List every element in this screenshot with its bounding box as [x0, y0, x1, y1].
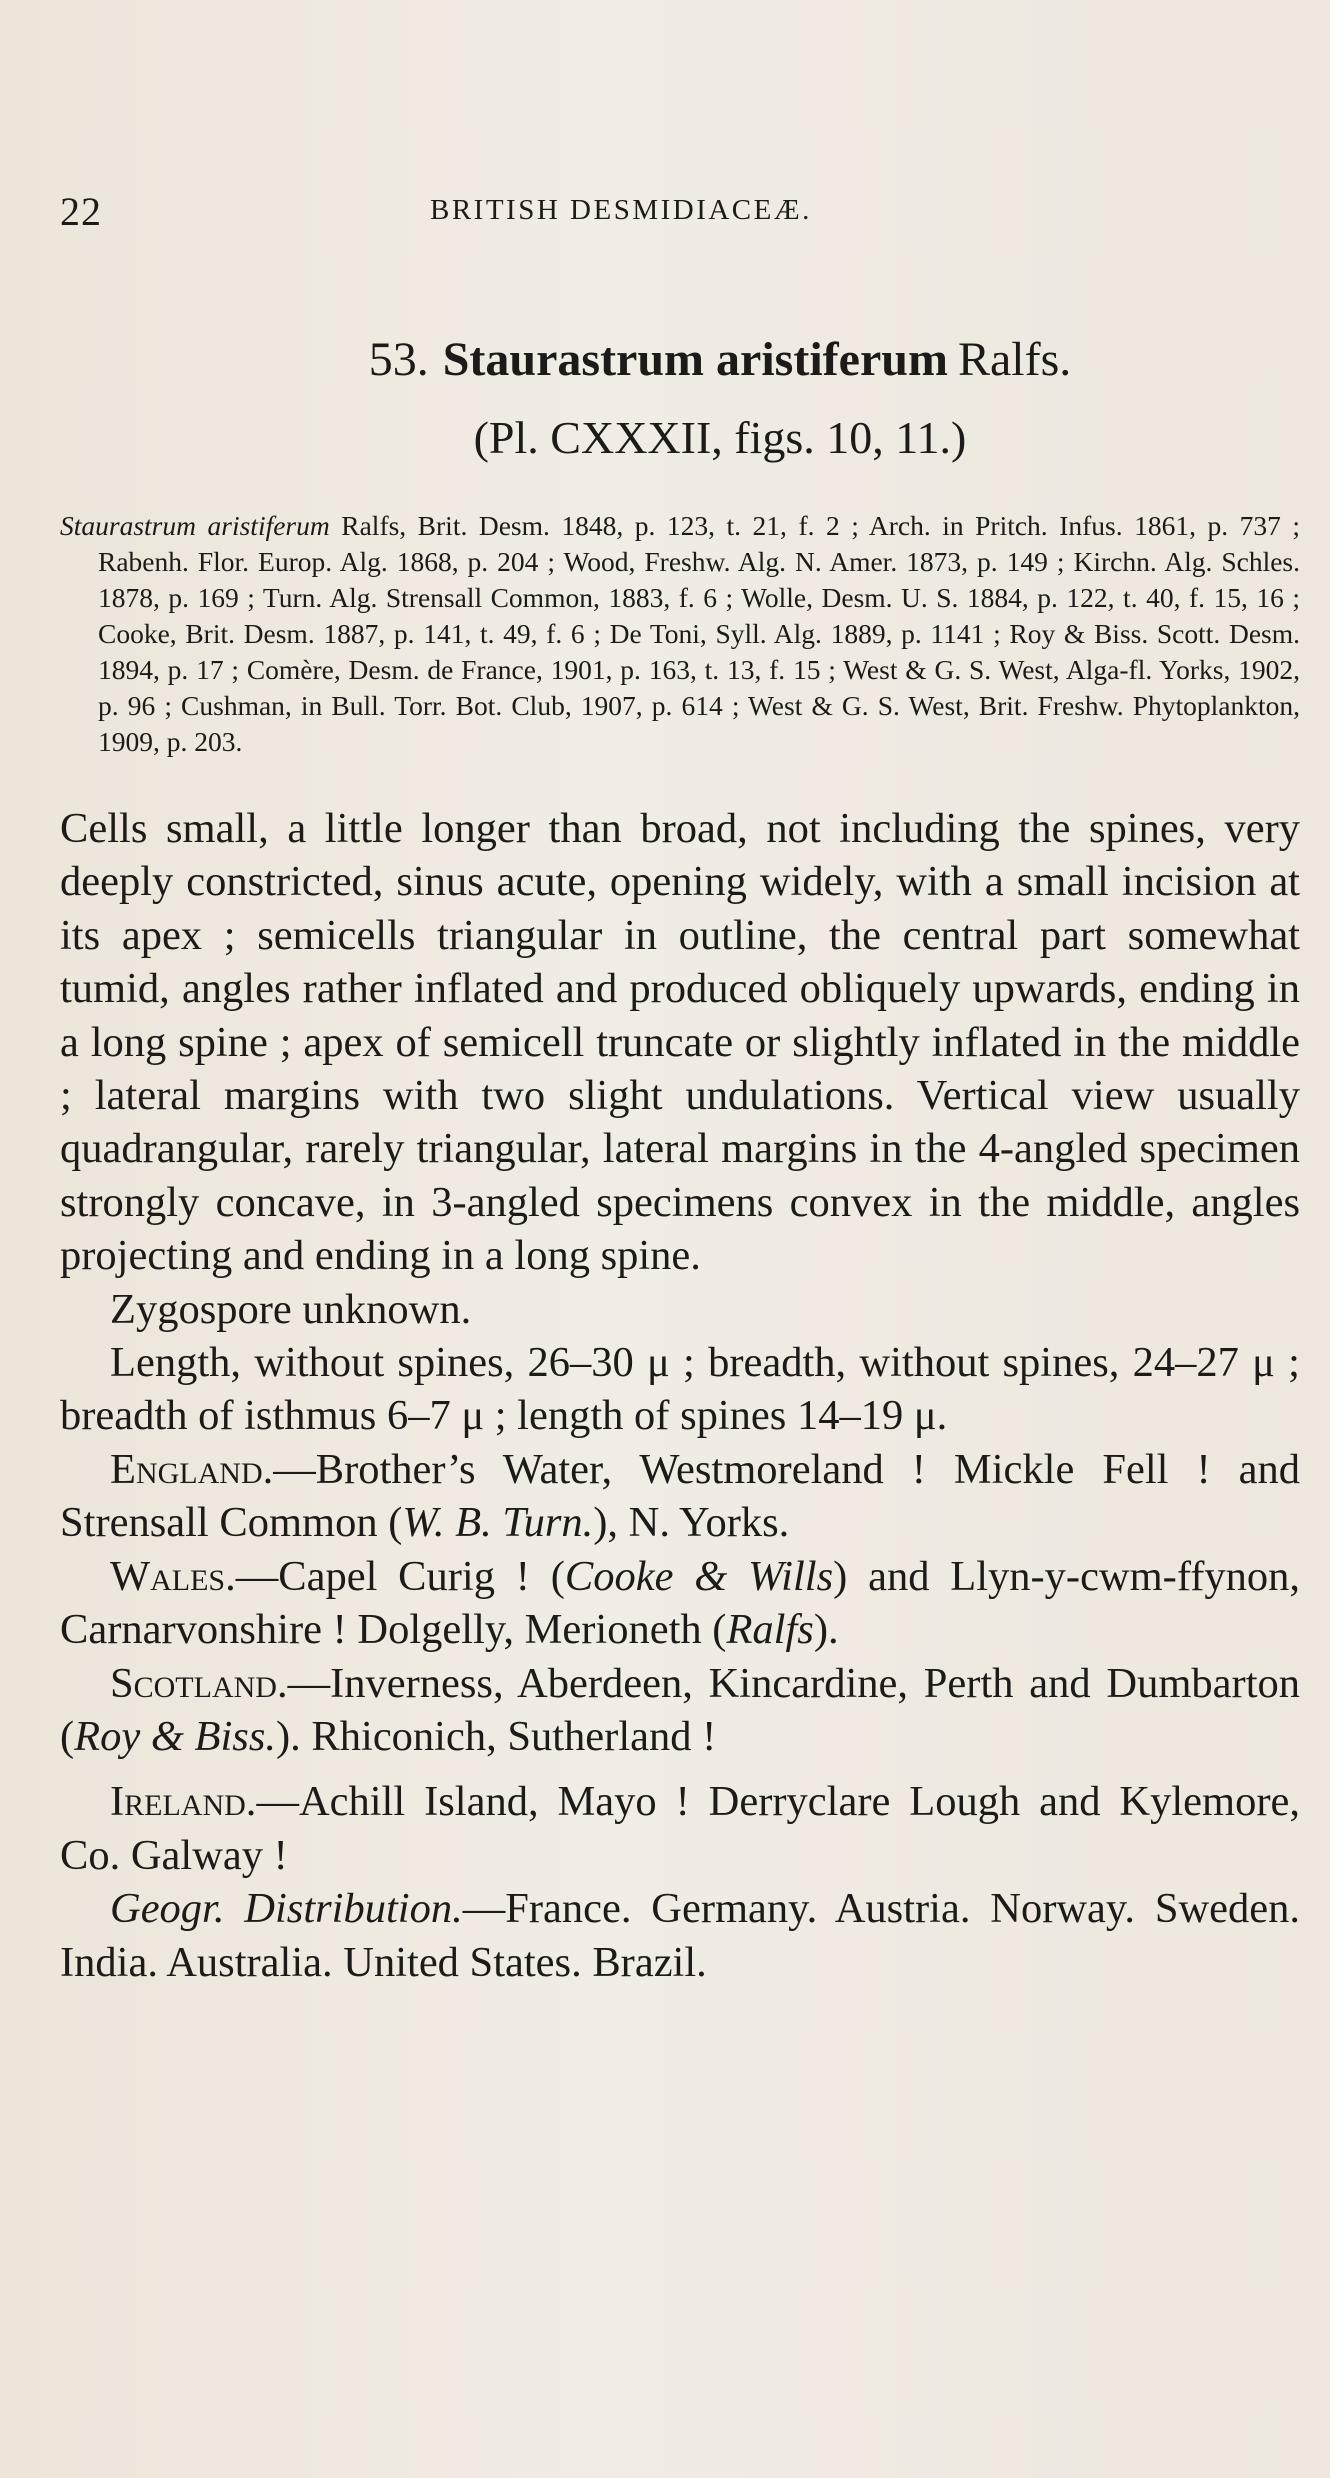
ireland-records: Ireland.—Achill Island, Mayo ! Derryclare Lough and Kylemore, Co. Galway ! [60, 1778, 1300, 1879]
scotland-label: Scotland. [110, 1659, 288, 1707]
species-heading [60, 330, 1300, 390]
scotland-collector: Roy & Biss. [74, 1712, 277, 1760]
running-head [60, 188, 1300, 248]
geographic-distribution: Geogr. Distribution.—France. Germany. Austria. Norway. Sweden. India. Australia. United States. Brazil. [60, 1885, 1301, 1986]
england-collector: W. B. Turn. [402, 1499, 594, 1547]
ireland-label: Ireland. [110, 1778, 257, 1826]
england-records: England.—Brother’s Water, Westmoreland ! Mickle Fell ! and Strensall Common (W. B. Turn.), N. Yorks. [60, 1445, 1300, 1547]
synonymy-block [60, 508, 1300, 760]
paragraph-gap [60, 1763, 1300, 1775]
zygospore-note: Zygospore unknown. [110, 1285, 472, 1333]
species-name: Staurastrum aristiferum [442, 333, 948, 386]
geogr-label: Geogr. Distribution. [110, 1885, 463, 1933]
dimensions-paragraph: Length, without spines, 26–30 μ ; breadth, without spines, 24–27 μ ; breadth of isthmus 6–7 μ ; length of spines 14–19 μ. [60, 1339, 1300, 1440]
wales-collector-ralfs: Ralfs [726, 1606, 814, 1654]
england-label: England. [110, 1445, 274, 1493]
synonymy-taxon: Staurastrum aristiferum [60, 510, 330, 541]
species-author: Ralfs. [957, 333, 1072, 386]
wales-collector: Cooke & Wills [564, 1552, 834, 1600]
species-number: 53. [368, 333, 429, 386]
running-title: BRITISH DESMIDIACEÆ. [430, 194, 812, 226]
scotland-records: Scotland.—Inverness, Aberdeen, Kincardine, Perth and Dumbarton (Roy & Biss.). Rhiconich, Sutherland ! [60, 1659, 1300, 1760]
page-number: 22 [60, 189, 102, 234]
wales-records: Wales.—Capel Curig ! (Cooke & Wills) and Llyn-y-cwm-ffynon, Carnarvonshire ! Dolgelly, Merioneth (Ralfs). [60, 1552, 1300, 1654]
synonymy-citations: Ralfs, Brit. Desm. 1848, p. 123, t. 21, f. 2 ; Arch. in Pritch. Infus. 1861, p. 737 ; Rabenh. Flor. Europ. Alg. 1868, p. 204 ; Wood, Freshw. Alg. N. Amer. 1873, p. 149 ; Kirchn. Alg. Schles. 1878, p. 169 ; Turn. Alg. Strensall Common, 1883, f. 6 ; Wolle, Desm. U. S. 1884, p. 122, t. 40, f. 15, 16 ; Cooke, Brit. Desm. 1887, p. 141, t. 49, f. 6 ; De Toni, Syll. Alg. 1889, p. 1141 ; Roy & Biss. Scott. Desm. 1894, p. 17 ; Comère, Desm. de France, 1901, p. 163, t. 13, f. 15 ; West & G. S. West, Alga-fl. Yorks, 1902, p. 96 ; Cushman, in Bull. Torr. Bot. Club, 1907, p. 614 ; West & G. S. West, Brit. Freshw. Phytoplankton, 1909, p. 203. [98, 510, 1301, 757]
plate-reference: (Pl. CXXXII, figs. 10, 11.) [473, 412, 967, 463]
wales-label: Wales. [110, 1552, 236, 1600]
cell-description: Cells small, a little longer than broad, not including the spines, very deeply constricted, sinus acute, opening widely, with a small incision at its apex ; semicells triangular in outline, the central part somewhat tumid, angles rather inflated and produced obliquely upwards, ending in a long spine ; apex of semicell truncate or slightly inflated in the middle ; lateral margins with two slight undulations. Vertical view usually quadrangular, rarely triangular, lateral margins in the 4-angled specimen strongly concave, in 3-angled specimens convex in the middle, angles projecting and ending in a long spine. [60, 805, 1300, 1280]
description-body [60, 802, 1300, 1989]
